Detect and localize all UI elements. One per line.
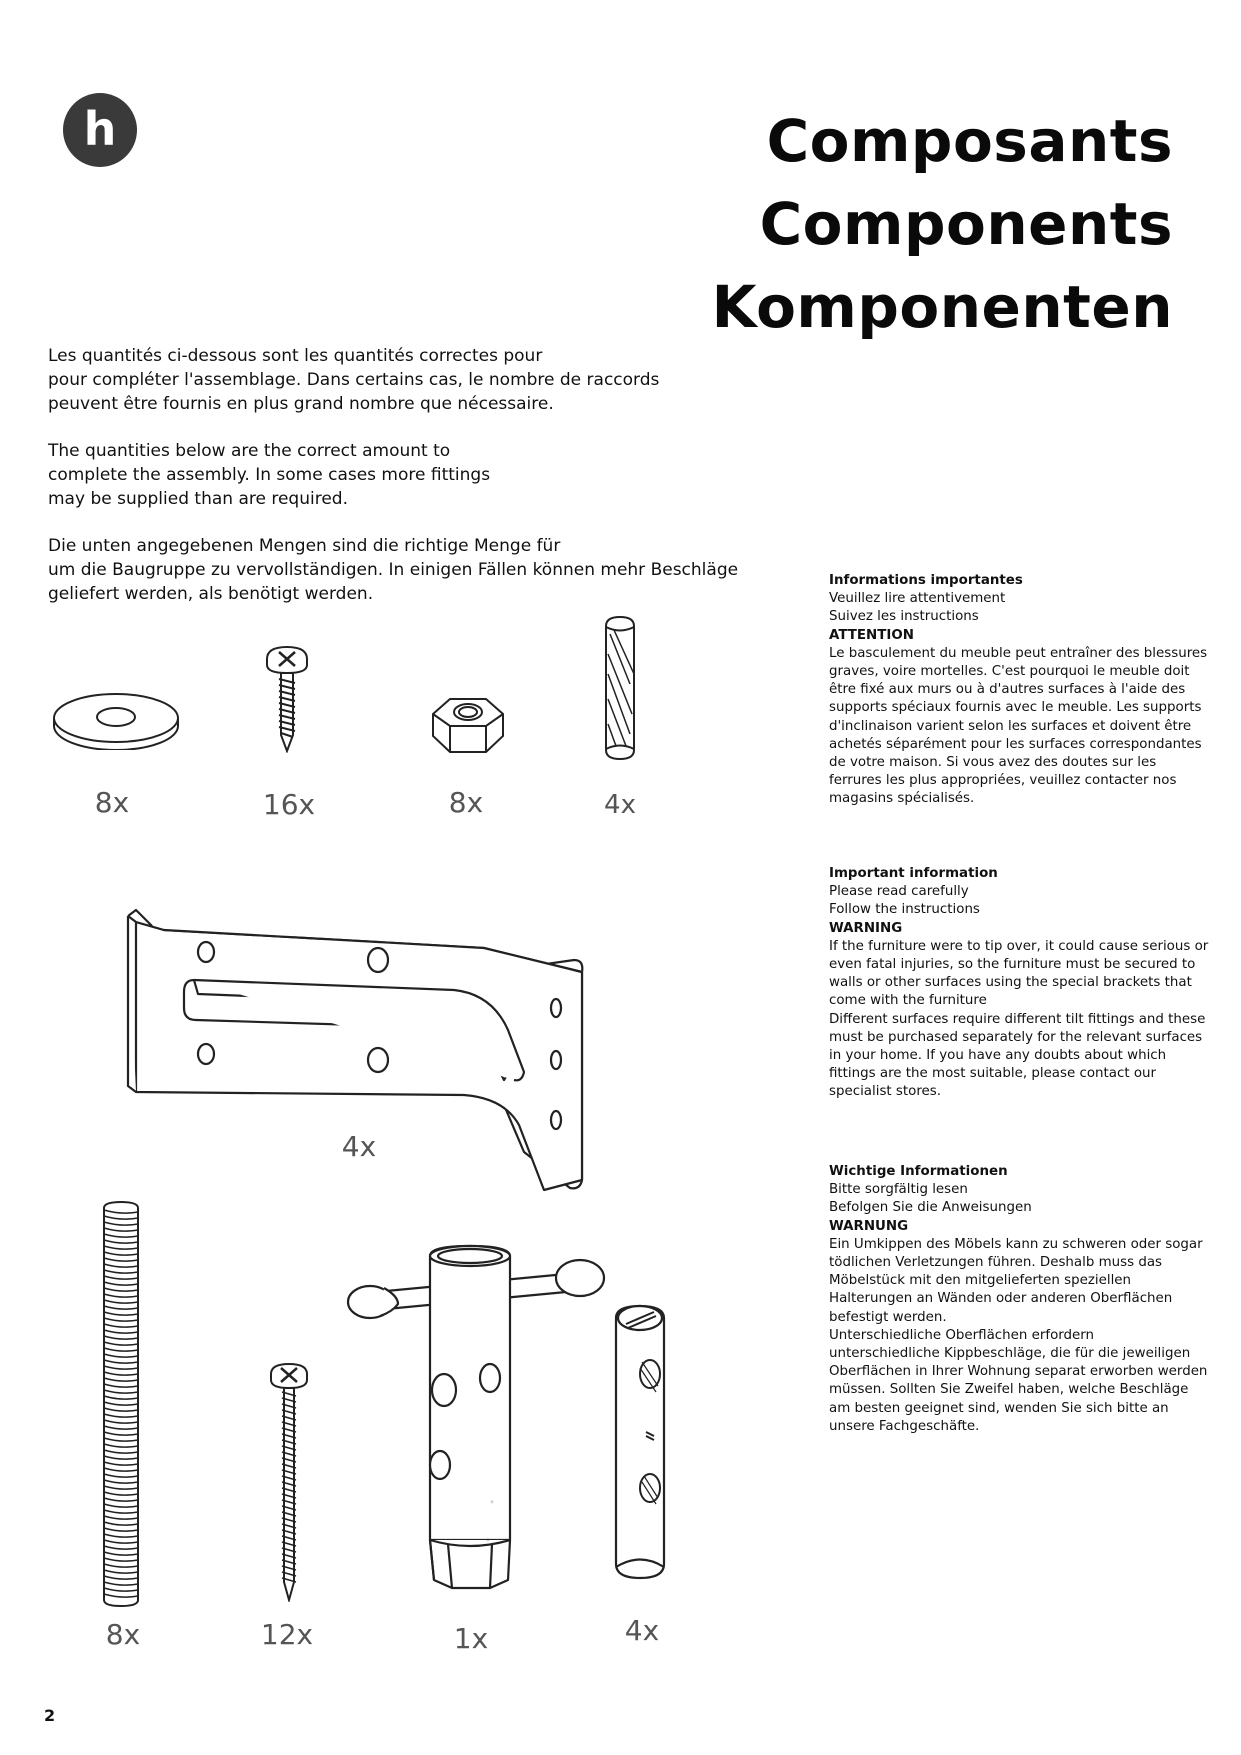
info-heading: Important information: [829, 866, 998, 881]
logo-letter: h: [83, 102, 117, 156]
warning-label: WARNUNG: [829, 1218, 909, 1234]
quantity-label: 8x: [94, 786, 130, 819]
screw-icon: [268, 1362, 310, 1602]
wooden-dowel-icon: [600, 614, 640, 762]
info-line: Follow the instructions: [829, 902, 980, 918]
quantity-label: 16x: [262, 788, 316, 821]
page-number: 2: [44, 1706, 56, 1725]
quantity-label: 12x: [260, 1618, 314, 1651]
info-body: Different surfaces require different tilt fittings and these must be purchased separately for the relevant surfaces in your home. If you have any doubts about which fittings are the most suitable, please contact our specialist stores.: [829, 1011, 1206, 1100]
info-line: Please read carefully: [829, 884, 969, 900]
info-heading: Wichtige Informationen: [829, 1164, 1008, 1179]
info-block-en: [829, 865, 1209, 1102]
info-body: Le basculement du meuble peut entraîner des blessures graves, voire mortelles. C'est pourquoi le meuble doit être fixé aux murs ou à d'autres surfaces à l'aide des supports spéciaux fournis avec le meuble. Les supports d'inclinaison varient selon les surfaces et doivent être achetés séparément pour les surfaces correspondantes de votre maison. Si vous avez des doutes sur les ferrures les plus appropriées, veuillez contacter nos magasins spécialisés.: [829, 645, 1208, 807]
info-line: Suivez les instructions: [829, 609, 979, 625]
warning-label: WARNING: [829, 920, 903, 936]
info-line: Befolgen Sie die Anweisungen: [829, 1200, 1032, 1216]
tube-wrench-icon: [340, 1240, 620, 1592]
quantity-label: 4x: [604, 790, 636, 820]
warning-label: ATTENTION: [829, 627, 914, 643]
intro-text: [48, 344, 808, 629]
info-line: Bitte sorgfältig lesen: [829, 1182, 968, 1198]
info-body: Ein Umkippen des Möbels kann zu schweren oder sogar tödlichen Verletzungen führen. Deshalb muss das Möbelstück mit den mitgelieferten speziellen Halterungen an Wänden oder anderen Oberflächen befestigt werden.: [829, 1236, 1203, 1325]
intro-fr: Les quantités ci-dessous sont les quantités correctes pour pour compléter l'assemblage. Dans certains cas, le nombre de raccords peuvent être fournis en plus grand nombre que nécessaire.: [48, 346, 660, 414]
info-body: Unterschiedliche Oberflächen erfordern unterschiedliche Kippbeschläge, die für die jeweiligen Oberflächen in Ihrer Wohnung separat erworben werden müssen. Sollten Sie Zweifel haben, welche Beschläge am besten geeignet sind, wenden Sie sich bitte an unsere Fachgeschäfte.: [829, 1327, 1208, 1434]
intro-en: The quantities below are the correct amount to complete the assembly. In some cases more fittings may be supplied than are required.: [48, 441, 491, 509]
quantity-label: 4x: [341, 1130, 377, 1163]
title-en: Components: [759, 190, 1173, 258]
quantity-label: 8x: [105, 1618, 141, 1651]
washer-icon: [52, 690, 180, 750]
title-de: Komponenten: [711, 273, 1173, 341]
quantity-label: 8x: [448, 786, 484, 819]
screw-icon: [262, 645, 312, 753]
intro-de: Die unten angegebenen Mengen sind die richtige Menge für um die Baugruppe zu vervollständigen. In einigen Fällen können mehr Beschläge geliefert werden, als benötigt werden.: [48, 536, 739, 604]
quantity-label: 4x: [624, 1614, 660, 1647]
info-block-de: [829, 1163, 1209, 1436]
info-line: Veuillez lire attentivement: [829, 591, 1006, 607]
title-fr: Composants: [766, 107, 1173, 175]
page-title: [712, 100, 1173, 349]
info-body: If the furniture were to tip over, it could cause serious or even fatal injuries, so the furniture must be secured to walls or other surfaces using the special brackets that come with the furniture: [829, 938, 1209, 1009]
info-block-fr: [829, 572, 1209, 809]
barrel-nut-icon: [612, 1302, 668, 1584]
quantity-label: 1x: [453, 1622, 489, 1655]
hex-nut-icon: [430, 694, 506, 756]
info-heading: Informations importantes: [829, 573, 1023, 588]
threaded-rod-icon: [96, 1200, 146, 1610]
brand-logo: [62, 92, 138, 168]
